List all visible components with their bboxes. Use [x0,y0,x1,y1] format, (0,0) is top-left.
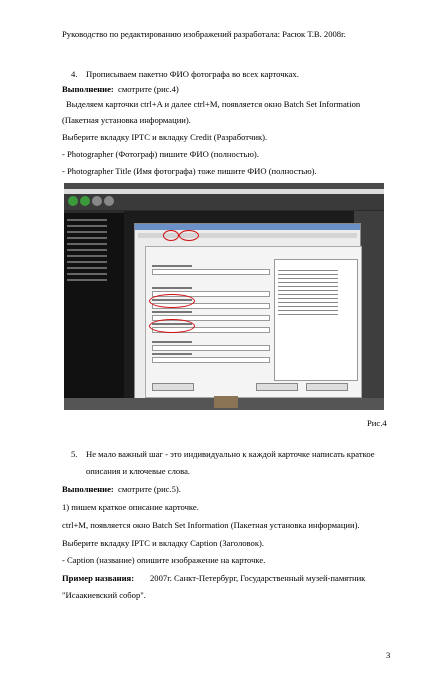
figure-4-screenshot [64,183,384,410]
step5-sub1: 1) пишем краткое описание карточке. [62,502,199,512]
step5-line1: ctrl+M, появляется окно Batch Set Information (Пакетная установка информации). [62,520,360,530]
step5-done-label: Выполнение: [62,484,114,494]
step4-title: Прописываем пакетно ФИО фотографа во всех карточках. [86,69,299,79]
page-header: Руководство по редактированию изображений разработала: Расюк Т.В. 2008г. [62,29,346,39]
step5-done-text: смотрите (рис.5). [118,484,181,494]
figure-caption: Рис.4 [367,418,387,428]
step4-line1a: Выделяем карточки ctrl+A и далее ctrl+M, появляется окно Batch Set Information [66,99,361,109]
step5-example-label: Пример названия: [62,573,135,583]
step5-line2: Выберите вкладку IPTC и вкладку Caption (Заголовок). [62,538,265,548]
step4-done-label: Выполнение: [62,84,114,94]
step5-title-b: описания и ключевые слова. [86,466,191,476]
step5-example-text: 2007г. Санкт-Петербург, Государственный музей-памятник [150,573,366,583]
step4-line3: - Photographer (Фотограф) пишите ФИО (полностью). [62,149,259,159]
step4-number: 4. [71,69,78,79]
step5-example-text2: "Исаакиевский собор". [62,590,146,600]
step5-line3: - Caption (название) опишите изображение на карточке. [62,555,266,565]
step5-number: 5. [71,449,78,459]
step4-line1b: (Пакетная установка информации). [62,115,191,125]
step4-done-text: смотрите (рис.4) [118,84,179,94]
step4-line2: Выберите вкладку IPTC и вкладку Credit (Разработчик). [62,132,268,142]
step5-title-a: Не мало важный шаг - это индивидуально к каждой карточке написать краткое [86,449,375,459]
page-number: 3 [386,650,391,660]
step4-line4: - Photographer Title (Имя фотографа) тоже пишите ФИО (полностью). [62,166,317,176]
